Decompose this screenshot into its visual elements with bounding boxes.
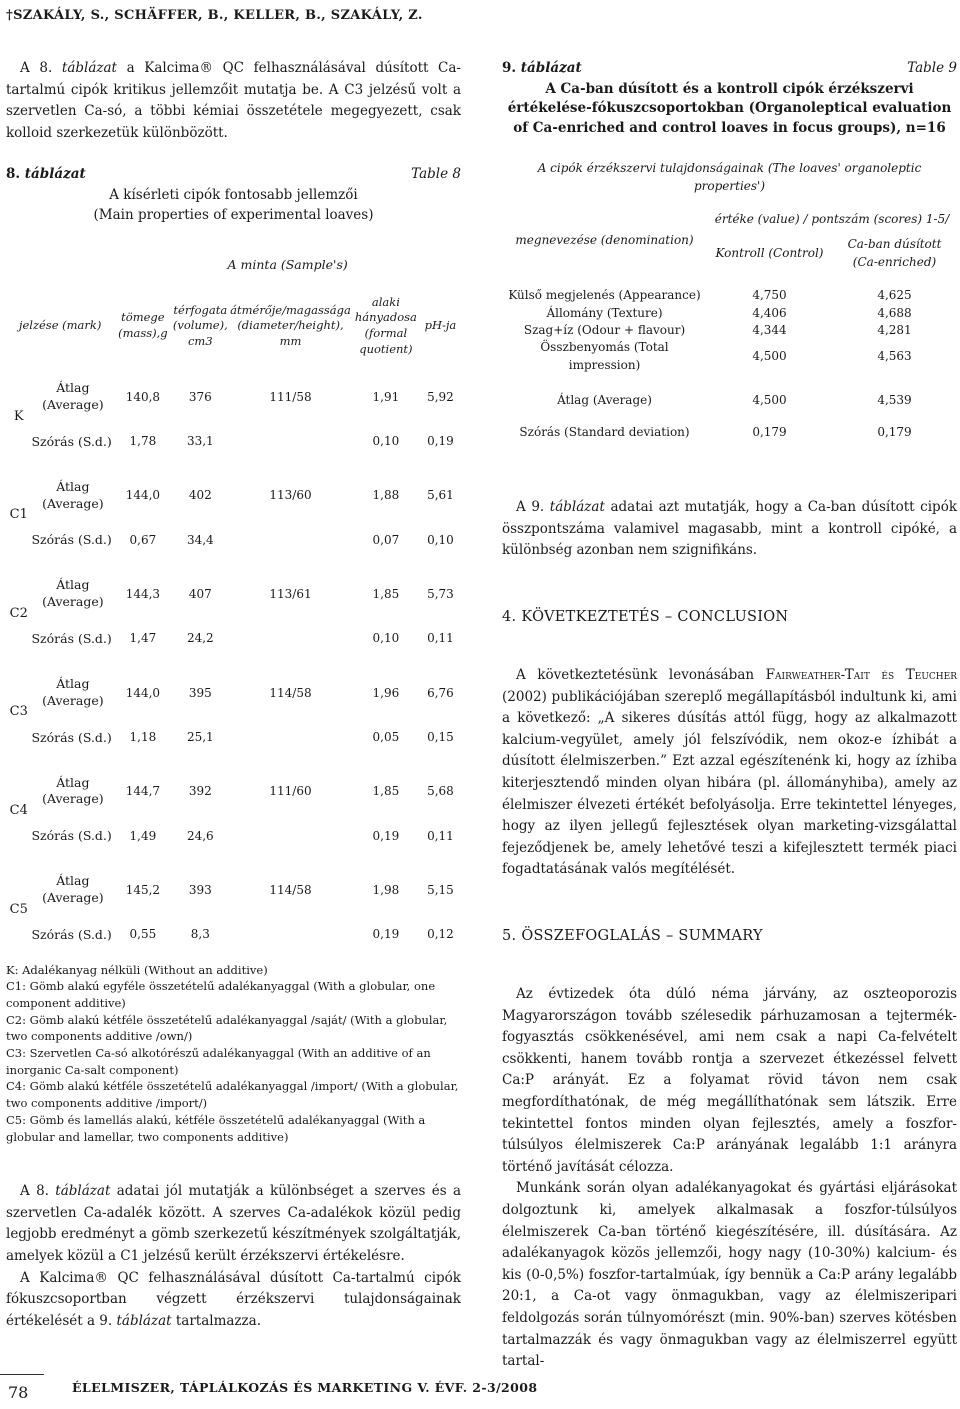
table8-average-row (6, 767, 461, 817)
average-value: 1,85 (372, 587, 400, 602)
note-c2: C2: Gömb alakú kétféle összetételű adalékanyaggal /saját/ (With a globular, two components additive /own/) (6, 1012, 448, 1044)
table8 (6, 231, 461, 954)
intro-paragraph: A 8. táblázat a Kalcima® QC felhasználásával dúsított Ca-tartalmú cipók kritikus jellemzőit mutatja be. A C3 jelzésű volt a szervetlen Ca-só, a többi kémiai összetétele megegyezett, csak kolloid szerkezetük különbözött. (6, 60, 461, 141)
header-mark: jelzése (mark) (18, 318, 102, 333)
table9-sd-row (502, 424, 957, 441)
average-value: 111/58 (269, 389, 312, 404)
sd-value: 24,6 (186, 828, 214, 843)
note-k: K: Adalékanyag nélküli (Without an additive) (6, 962, 268, 977)
table8-caption: 8. táblázat Table 8 (6, 166, 461, 183)
table8-sd-row (6, 619, 461, 658)
header-diameter: átmérője/magassága (diameter/height), mm (230, 302, 351, 348)
group-id: C4 (9, 803, 28, 819)
average-value: 407 (188, 587, 212, 602)
table9-average-row (502, 392, 957, 409)
average-value: 111/60 (269, 784, 312, 799)
enriched-value: 4,688 (877, 305, 912, 320)
control-value: 4,344 (752, 323, 787, 338)
note-c5: C5: Gömb és lamellás alakú, kétféle összetételű adalékanyaggal (With a globular and lamellar, two components additive) (6, 1112, 426, 1144)
average-value: 113/60 (269, 488, 312, 503)
property-label: Szag+íz (Odour + flavour) (523, 323, 686, 338)
average-value: 140,8 (125, 389, 161, 404)
sd-value: 0,19 (372, 927, 400, 942)
average-value: 5,92 (427, 389, 454, 404)
sd-value: 0,15 (427, 730, 454, 744)
sd-value: 25,1 (186, 730, 214, 744)
sd-value: 0,10 (427, 532, 454, 547)
control-value: 4,500 (752, 349, 787, 364)
average-value: 395 (188, 685, 212, 700)
header-denomination: megnevezése (denomination) (515, 233, 694, 248)
paragraph-table8-discussion: A 8. táblázat adatai jól mutatják a különbséget a szerves és a szervetlen Ca-adalék között. A szerves Ca-adalékok közül pedig legjobb eredményt a gömb szerkezetű készítmények szolgáltatják, amelyek közül a C1 jelzésű került érzékszervi értékelésre. (6, 1183, 462, 1264)
section-4-heading: 4. KÖVETKEZTETÉS – CONCLUSION (502, 608, 789, 625)
average-value: 144,3 (125, 587, 161, 602)
average-value: 392 (188, 784, 212, 799)
table9-title: A Ca-ban dúsított és a kontroll cipók érzékszervi értékelése-fókuszcsoportokban (Organoleptical evaluation of Ca-enriched and control loaves in focus groups), n=16 (507, 80, 952, 136)
sd-value: 0,11 (427, 631, 454, 646)
average-label: Átlag (Average) (42, 774, 104, 807)
sd-enriched: 0,179 (877, 424, 912, 439)
sd-value: 34,4 (186, 532, 214, 547)
average-value: 5,61 (427, 488, 454, 503)
header-value: értéke (value) / pontszám (scores) 1-5/ (714, 212, 950, 227)
average-control: 4,500 (752, 393, 787, 408)
sd-value: 8,3 (190, 927, 210, 942)
sd-label: Szórás (S.d.) (31, 631, 112, 647)
table8-title-hu: A kísérleti cipók fontosabb jellemzői (109, 186, 358, 203)
table8-sd-row (6, 520, 461, 559)
control-value: 4,750 (752, 288, 787, 303)
table8-average-row (6, 668, 461, 718)
table9-property-row (502, 339, 957, 374)
sd-value: 1,49 (129, 828, 157, 843)
paragraph-summary-1: Az évtizedek óta dúló néma járvány, az oszteoporozis Magyarországon tovább szélesedik párhuzamosan a tejtermék-fogyasztás csökkenésével, ami nem csak a napi Ca-felvételt csökkenti, hanem tovább rontja a szervezet étkezéssel felvett Ca:P arányát. Ez a folyamat rövid távon nem csak megfordíthatónak, de még megállíthatónak sem látszik. Erre tekintettel fontos minden olyan fejlesztés, amely a foszfor-túlsúlyos élelmiszerek Ca:P arányának legalább 1:1 arányra történő javítását célozza. (502, 986, 957, 1175)
paragraph-table9-intro: A Kalcima® QC felhasználásával dúsított Ca-tartalmú cipók fókuszcsoportban végzett érzékszervi tulajdonságainak értékelését a 9. táblázat tartalmazza. (6, 1269, 461, 1329)
right-column (502, 58, 957, 1373)
header-ph: pH-ja (424, 318, 457, 333)
average-value: 144,0 (125, 685, 161, 700)
paragraph-summary-2: Munkánk során olyan adalékanyagokat és gyártási eljárásokat dolgoztunk ki, amelyek alkalmasak a foszfor-túlsúlyos élelmiszerek Ca-ban történő kiegészítésére, ill. dúsítására. Az adalékanyagok közös jellemzői, hogy nagy (10-30%) kalcium- és kis (0-0,5%) foszfor-tartalmúak, így bennük a Ca:P arány legalább 20:1, a Ca-ot vagy önmagukban, vagy az élelmiszeripari feldolgozás során túlnyomórészt (min. 90%-ban) szerves kötésben tartalmazzák és vagy önmagukban vagy az élelmiszerrel együtt tartal- (502, 1180, 957, 1370)
average-value: 6,76 (427, 685, 454, 700)
sd-value: 1,18 (129, 730, 157, 744)
sample-header: A minta (Sample's) (227, 257, 348, 273)
header-control: Kontroll (Control) (715, 246, 824, 261)
sd-value: 0,67 (129, 532, 157, 547)
group-id: C3 (9, 704, 28, 720)
sd-value: 24,2 (186, 631, 214, 646)
average-label: Átlag (Average) (42, 577, 104, 610)
table9-property-row (502, 322, 957, 339)
control-value: 4,406 (752, 305, 787, 320)
paragraph-table9-discussion: A 9. táblázat adatai azt mutatják, hogy a Ca-ban dúsított cipók összpontszáma valamivel magasabb, mint a kontroll cipóké, a különbség azonban nem szignifikáns. (502, 498, 957, 559)
header-enriched: Ca-ban dúsított (Ca-enriched) (847, 237, 942, 269)
property-label: Állomány (Texture) (546, 305, 663, 320)
average-value: 114/58 (269, 882, 312, 897)
average-label: Átlag (Average) (557, 393, 652, 408)
table8-average-row (6, 865, 461, 915)
sd-value (229, 619, 352, 658)
sd-label: Szórás (S.d.) (31, 828, 112, 844)
sd-value: 0,07 (372, 532, 400, 547)
sd-value: 0,05 (372, 730, 400, 744)
section-5-heading: 5. ÖSSZEFOGLALÁS – SUMMARY (502, 927, 763, 944)
average-value: 393 (188, 882, 212, 897)
group-id: C2 (9, 605, 28, 621)
sd-value (229, 915, 352, 954)
note-c4: C4: Gömb alakú kétféle összetételű adalékanyaggal /import/ (With a globular, two components additive /import/) (6, 1079, 459, 1111)
note-c1: C1: Gömb alakú egyféle összetételű adalékanyaggal (With a globular, one component additive) (6, 979, 436, 1011)
group-id: C1 (9, 507, 28, 523)
header-mass: tömege (mass),g (118, 310, 168, 340)
table8-notes (6, 962, 461, 1145)
header-shape: alaki hányadosa (formal quotient) (354, 294, 417, 356)
group-id: C5 (9, 901, 28, 917)
sd-value: 1,47 (129, 631, 157, 646)
sd-control: 0,179 (752, 424, 787, 439)
enriched-value: 4,625 (877, 288, 912, 303)
average-value: 5,68 (427, 784, 454, 799)
average-label: Átlag (Average) (42, 478, 104, 511)
average-value: 144,7 (125, 784, 161, 799)
average-value: 144,0 (125, 488, 161, 503)
property-label: Összbenyomás (Total impression) (540, 340, 669, 372)
sd-value: 0,19 (372, 828, 400, 843)
sd-value (229, 422, 352, 461)
sd-value: 0,19 (427, 434, 454, 449)
table9-property-row (502, 287, 957, 304)
table8-sd-row (6, 718, 461, 757)
running-head: †SZAKÁLY, S., SCHÄFFER, B., KELLER, B., SZAKÁLY, Z. (6, 8, 423, 23)
sd-value: 0,11 (427, 828, 454, 843)
property-label: Külső megjelenés (Appearance) (508, 288, 701, 303)
table8-sd-row (6, 915, 461, 954)
sd-label: Szórás (S.d.) (31, 926, 112, 942)
average-value: 1,85 (372, 784, 400, 799)
average-value: 402 (188, 488, 212, 503)
paragraph-conclusion: A következtetésünk levonásában Fairweather-Tait és Teucher (2002) publikációjában szereplő megállapításból indultunk ki, ami a következő: „A sikeres dúsítás attól függ, hogy az alkalmazott kalcium-vegyület, amely jól felszívódik, nem okoz-e ízhibát a dúsított élelmiszerben.” Ezt azzal egészítenénk ki, hogy az ízhiba kiterjesztendő minden olyan hibára (pl. állományhiba), amely az élelmiszer élvezeti értékét befolyásolja. Erre tekintettel lényeges, hogy az ilyen jellegű fejlesztések olyan marketing-vizsgálattal fejeződjenek be, amely lehetővé teszi a kifejlesztett termék piaci fogadtatásának valós megítélését. (502, 666, 957, 878)
sd-label: Szórás (Standard deviation) (519, 424, 690, 439)
sd-value: 0,12 (427, 927, 454, 942)
average-value: 1,98 (372, 882, 400, 897)
table9-caption: 9. táblázat Table 9 (502, 60, 957, 76)
sd-value (229, 816, 352, 855)
enriched-value: 4,281 (877, 323, 912, 338)
header-volume: térfogata (volume), cm3 (172, 302, 228, 348)
table8-average-row (6, 569, 461, 619)
average-label: Átlag (Average) (42, 873, 104, 906)
sd-value: 1,78 (129, 434, 157, 449)
sd-label: Szórás (S.d.) (31, 729, 112, 745)
enriched-value: 4,563 (877, 349, 912, 364)
group-id: K (13, 408, 24, 424)
average-value: 145,2 (125, 882, 161, 897)
table8-title-en: (Main properties of experimental loaves) (93, 206, 374, 223)
sd-value: 0,55 (129, 927, 157, 942)
average-enriched: 4,539 (877, 393, 912, 408)
average-value: 1,96 (372, 685, 400, 700)
note-c3: C3: Szervetlen Ca-só alkotórészű adalékanyaggal (With an additive of an inorganic Ca-salt component) (6, 1046, 431, 1077)
average-label: Átlag (Average) (42, 675, 104, 708)
table9 (502, 160, 957, 441)
page-number: 78 (8, 1383, 29, 1402)
average-value: 1,91 (372, 389, 400, 404)
sd-value (229, 718, 352, 757)
sd-value: 0,10 (372, 631, 400, 646)
sd-value (229, 520, 352, 559)
average-value: 376 (188, 389, 212, 404)
table9-property-row (502, 305, 957, 322)
table8-average-row (6, 471, 461, 521)
average-value: 114/58 (269, 685, 312, 700)
left-column (6, 58, 461, 1332)
average-value: 5,15 (427, 882, 454, 897)
table8-sd-row (6, 422, 461, 461)
journal-footer: ÉLELMISZER, TÁPLÁLKOZÁS ÉS MARKETING V. ÉVF. 2-3/2008 (72, 1380, 538, 1395)
sd-value: 33,1 (186, 434, 214, 449)
average-value: 113/61 (269, 587, 312, 602)
footer-rule (0, 1374, 44, 1375)
average-value: 5,73 (427, 587, 454, 602)
sd-value: 0,10 (372, 434, 400, 449)
sd-label: Szórás (S.d.) (31, 532, 112, 548)
table8-average-row (6, 372, 461, 422)
table8-sd-row (6, 816, 461, 855)
average-label: Átlag (Average) (42, 380, 104, 412)
table9-subheader: A cipók érzékszervi tulajdonságainak (The loaves' organoleptic properties') (537, 161, 922, 193)
average-value: 1,88 (372, 488, 400, 503)
sd-label: Szórás (S.d.) (31, 433, 112, 449)
